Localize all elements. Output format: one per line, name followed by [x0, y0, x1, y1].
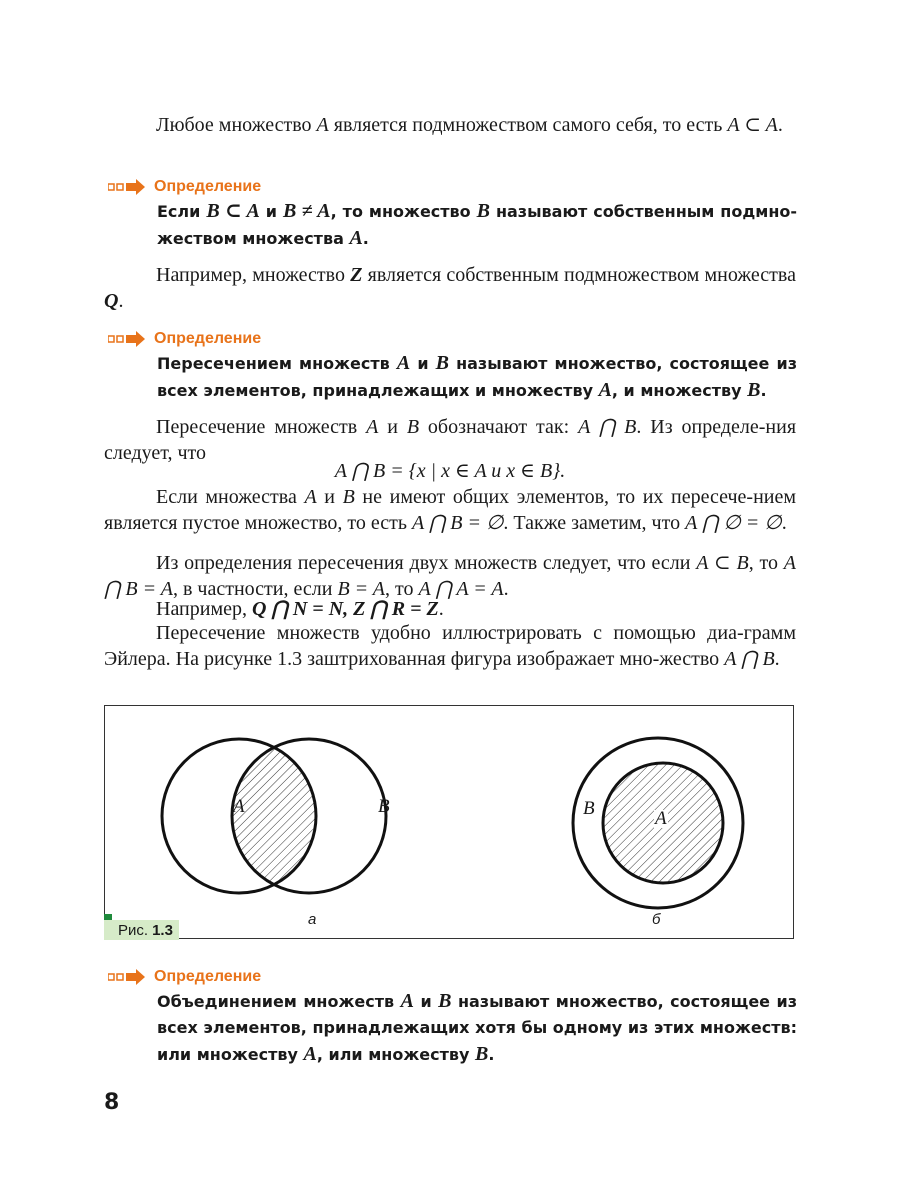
caption-prefix: Рис. [118, 921, 149, 939]
paragraph-example-z-q: Например, множество Z является собственным подмножеством множества Q. [104, 264, 796, 312]
label-a-right: A [655, 808, 667, 829]
definition-arrow-icon [108, 331, 146, 347]
definition-text-union: Объединением множеств A и B называют множество, состоящее из всех элементов, принадлежащих хотя бы одному из этих множеств: или множеству A, или множеству B. [157, 990, 797, 1065]
paragraph-empty-intersection: Если множества A и B не имеют общих элементов, то их пересече-нием является пустое множество, то есть A ⋂ B = ∅. Также заметим, что A ⋂ ∅ = ∅. [104, 486, 797, 534]
paragraph-example-qnzr: Например, Q ⋂ N = N, Z ⋂ R = Z. [156, 598, 444, 620]
paragraph-subset-self: Любое множество A является подмножеством самого себя, то есть A ⊂ A. [156, 114, 783, 136]
formula-intersection: A ⋂ B = {x | x ∈ A и x ∈ B}. [334, 460, 566, 482]
label-b-right: B [583, 798, 595, 819]
definition-title: Определение [154, 968, 262, 985]
definition-heading-1 [108, 176, 261, 198]
subfigure-label-a: а [308, 911, 317, 928]
definition-text-intersection: Пересечением множеств A и B называют множество, состоящее из всех элементов, принадлежащих и множеству A, и множеству B. [157, 352, 797, 401]
caption-number: 1.3 [152, 921, 173, 939]
definition-arrow-icon [108, 969, 146, 985]
definition-text-proper-subset: Если B ⊂ A и B ≠ A, то множество B называют собственным подмно-жеством множества A. [157, 200, 798, 249]
label-a-left: A [233, 796, 245, 817]
paragraph-euler-diagrams: Пересечение множеств удобно иллюстрировать с помощью диа-грамм Эйлера. На рисунке 1.3 заштрихованная фигура изображает мно-жество A ⋂ B. [104, 622, 796, 670]
definition-arrow-icon [108, 179, 146, 195]
definition-heading-3 [108, 966, 261, 988]
definition-heading-2 [108, 328, 261, 350]
figure-euler-diagrams [104, 705, 794, 939]
figure-caption [104, 920, 179, 940]
euler-diagrams-svg [105, 706, 793, 938]
page-number: 8 [104, 1090, 120, 1115]
definition-title: Определение [154, 178, 262, 195]
paragraph-intersection-notation: Пересечение множеств A и B обозначают так: A ⋂ B. Из определе-ния следует, что [104, 416, 797, 464]
label-b-left: B [378, 796, 390, 817]
definition-title: Определение [154, 330, 262, 347]
subfigure-label-b: б [652, 911, 661, 928]
paragraph-subset-intersection: Из определения пересечения двух множеств следует, что если A ⊂ B, то A ⋂ B = A, в частности, если B = A, то A ⋂ A = A. [104, 552, 796, 600]
